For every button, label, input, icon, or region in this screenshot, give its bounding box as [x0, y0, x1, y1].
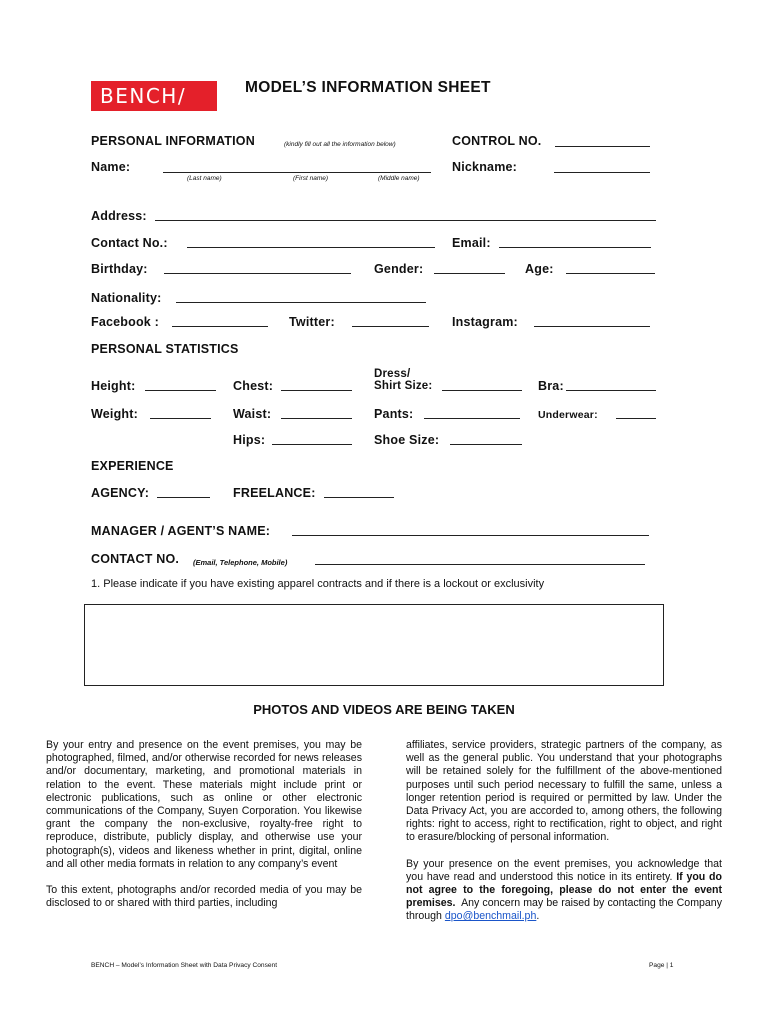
shirt-size-label: Shirt Size:	[374, 380, 433, 392]
period: .	[536, 910, 540, 923]
agency-label: AGENCY:	[91, 486, 150, 500]
age-field[interactable]	[566, 273, 655, 274]
contact-no-field[interactable]	[187, 247, 435, 248]
privacy-contact-text: Any concern may be raised by contacting the Company through	[406, 897, 722, 923]
agency-field[interactable]	[157, 497, 210, 498]
privacy-right-p1: affiliates, service providers, strategic partners of the company, as well as the general public. You understand that your photographs will be retained solely for the fulfillment of the above-mentioned purposes until such period necessary to fulfill the same, unless a longer retention period is required or permitted by law. Under the Data Privacy Act, you are accorded to, among others, the following rights: right to access, right to rectification, right to object, and right to erasure/blocking of personal information.	[406, 739, 722, 844]
bench-logo	[91, 81, 217, 111]
manager-name-label: MANAGER / AGENT’S NAME:	[91, 524, 271, 538]
nickname-label: Nickname:	[452, 160, 518, 174]
dpo-email-link[interactable]: dpo@benchmail.ph	[444, 910, 537, 923]
privacy-left-column	[46, 739, 362, 923]
name-field[interactable]	[163, 172, 431, 173]
control-no-field[interactable]	[555, 146, 650, 147]
freelance-label: FREELANCE:	[233, 486, 316, 500]
bra-field[interactable]	[566, 390, 656, 391]
manager-contact-note: (Email, Telephone, Mobile)	[193, 558, 288, 567]
bra-label: Bra:	[538, 379, 564, 393]
nickname-field[interactable]	[554, 172, 650, 173]
pants-label: Pants:	[374, 407, 414, 421]
underwear-label: Underwear:	[538, 409, 598, 421]
waist-field[interactable]	[281, 418, 352, 419]
address-label: Address:	[91, 209, 147, 223]
birthday-field[interactable]	[164, 273, 351, 274]
height-label: Height:	[91, 379, 136, 393]
middle-name-hint: (Middle name)	[378, 175, 420, 182]
instagram-field[interactable]	[534, 326, 650, 327]
nationality-label: Nationality:	[91, 291, 162, 305]
personal-stats-heading: PERSONAL STATISTICS	[91, 342, 239, 356]
hips-field[interactable]	[272, 444, 352, 445]
shirt-size-field[interactable]	[442, 390, 522, 391]
control-no-label: CONTROL NO.	[452, 134, 542, 148]
photos-notice-heading: PHOTOS AND VIDEOS ARE BEING TAKEN	[253, 702, 515, 717]
personal-info-heading: PERSONAL INFORMATION	[91, 134, 255, 148]
freelance-field[interactable]	[324, 497, 394, 498]
contracts-answer-box[interactable]	[84, 604, 664, 686]
privacy-right-column	[406, 739, 722, 937]
dress-label-line1: Dress/	[374, 368, 411, 380]
privacy-left-p2: To this extent, photographs and/or recorded media of you may be disclosed to or shared with third parties, including	[46, 884, 362, 910]
weight-field[interactable]	[150, 418, 211, 419]
gender-label: Gender:	[374, 262, 424, 276]
nationality-field[interactable]	[176, 302, 426, 303]
chest-label: Chest:	[233, 379, 274, 393]
waist-label: Waist:	[233, 407, 272, 421]
email-field[interactable]	[499, 247, 651, 248]
logo-text: BENCH/	[100, 84, 187, 108]
privacy-warning-text: If you do not agree to the foregoing, please do not enter the event premises.	[406, 870, 723, 910]
first-name-hint: (First name)	[293, 175, 329, 182]
twitter-field[interactable]	[352, 326, 429, 327]
privacy-right-p2	[406, 858, 722, 924]
privacy-ack-text: By your presence on the event premises, you acknowledge that you have read and understood this notice in its entirety.	[406, 857, 722, 883]
age-label: Age:	[525, 262, 554, 276]
weight-label: Weight:	[91, 407, 138, 421]
address-field[interactable]	[155, 220, 656, 221]
name-label: Name:	[91, 160, 131, 174]
facebook-field[interactable]	[172, 326, 268, 327]
footer-page-number: Page | 1	[649, 962, 674, 969]
last-name-hint: (Last name)	[187, 175, 222, 182]
pants-field[interactable]	[424, 418, 520, 419]
hips-label: Hips:	[233, 433, 266, 447]
email-label: Email:	[452, 236, 491, 250]
chest-field[interactable]	[281, 390, 352, 391]
shoe-size-label: Shoe Size:	[374, 433, 440, 447]
birthday-label: Birthday:	[91, 262, 148, 276]
footer-left: BENCH – Model’s Information Sheet with Data Privacy Consent	[91, 962, 278, 969]
twitter-label: Twitter:	[289, 315, 335, 329]
underwear-field[interactable]	[616, 418, 656, 419]
gender-field[interactable]	[434, 273, 505, 274]
instagram-label: Instagram:	[452, 315, 518, 329]
question-1: 1. Please indicate if you have existing apparel contracts and if there is a lockout or exclusivity	[91, 578, 545, 590]
manager-name-field[interactable]	[292, 535, 649, 536]
height-field[interactable]	[145, 390, 216, 391]
experience-heading: EXPERIENCE	[91, 459, 174, 473]
facebook-label: Facebook :	[91, 315, 159, 329]
manager-contact-label: CONTACT NO.	[91, 552, 180, 566]
privacy-left-p1: By your entry and presence on the event premises, you may be photographed, filmed, and/or otherwise recorded for news releases and/or documentary, marketing, and promotional materials in relation to the event. These materials might include print or electronic publications, such as online or other electronic communications of the Company, Suyen Corporation. You likewise grant the company the non-exclusive, royalty-free right to reproduce, distribute, publicly display, and otherwise use your photograph(s), videos and likeness whether in print, digital, online and all other media formats in relation to any company’s event	[46, 739, 362, 870]
page-title: MODEL’S INFORMATION SHEET	[245, 79, 491, 96]
manager-contact-field[interactable]	[315, 564, 645, 565]
personal-info-note: (kindly fill out all the information below)	[284, 141, 396, 148]
shoe-size-field[interactable]	[450, 444, 522, 445]
contact-no-label: Contact No.:	[91, 236, 168, 250]
